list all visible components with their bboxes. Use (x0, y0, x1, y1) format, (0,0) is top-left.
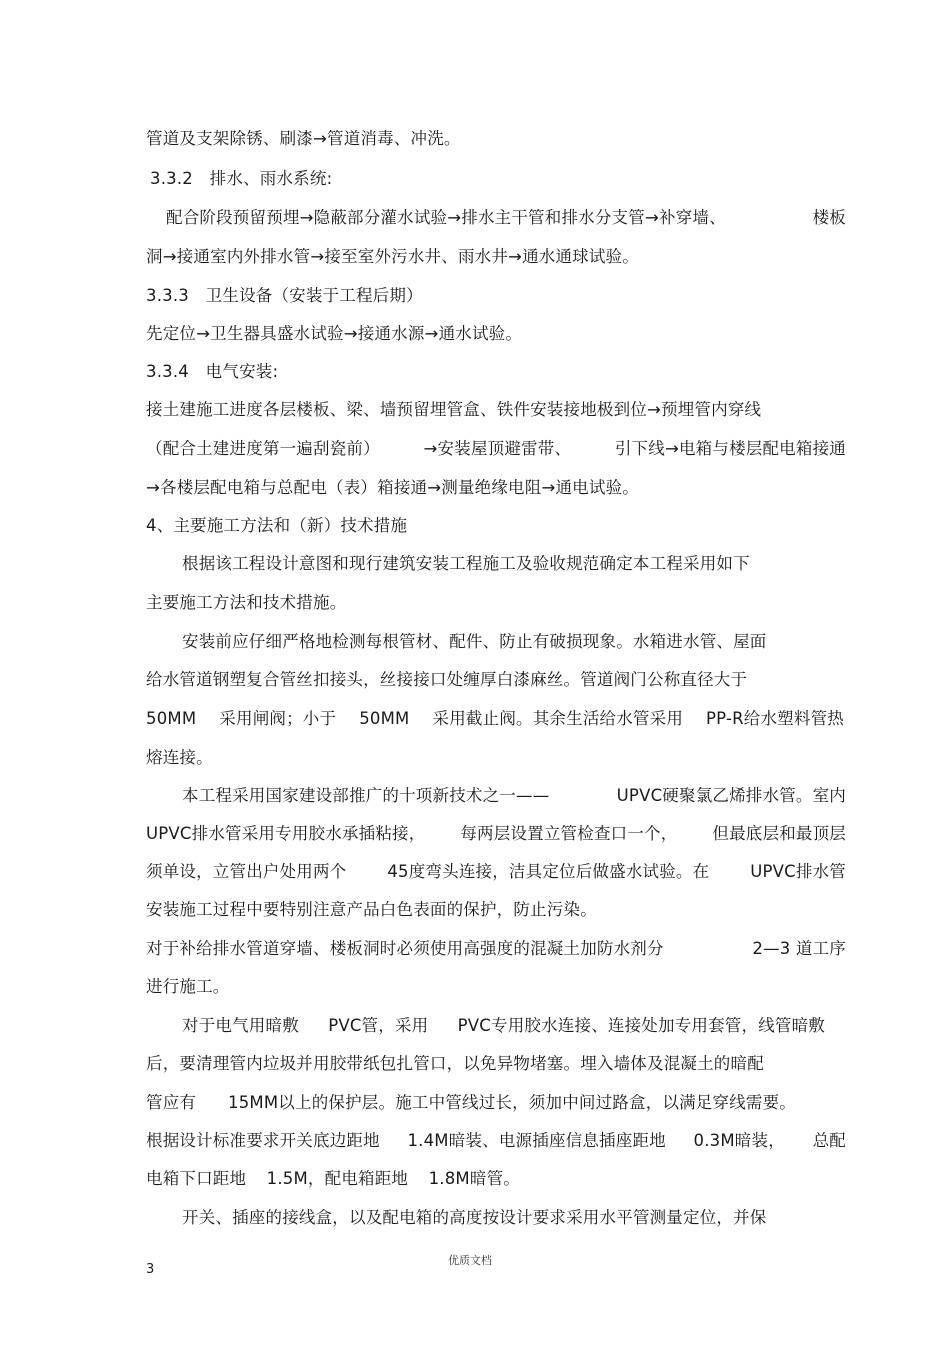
footer-label: 优质文档 (448, 1254, 492, 1267)
para-line: 50MM 采用闸阀；小于 50MM 采用截止阀。其余生活给水管采用 PP-R给水塑料管热 (146, 709, 844, 728)
para-line: →各楼层配电箱与总配电（表）箱接通→测量绝缘电阻→通电试验。 (146, 478, 639, 497)
para-line: 配合阶段预留预埋→隐蔽部分灌水试验→排水主干管和排水分支管→补穿墙、 楼板 (166, 208, 846, 227)
para-line: 根据该工程设计意图和现行建筑安装工程施工及验收规范确定本工程采用如下 (182, 554, 750, 573)
section-heading-4: 4、主要施工方法和（新）技术措施 (146, 516, 408, 535)
para-line: 后，要清理管内垃圾并用胶带纸包扎管口，以免异物堵塞。埋入墙体及混凝土的暗配 (146, 1054, 764, 1073)
para-line: 对于电气用暗敷 PVC管，采用 PVC专用胶水连接、连接处加专用套管，线管暗敷 (182, 1016, 825, 1035)
page-number: 3 (146, 1262, 155, 1277)
para-line: 管应有 15MM以上的保护层。施工中管线过长，须加中间过路盒，以满足穿线需要。 (146, 1093, 796, 1112)
para-line: 先定位→卫生器具盛水试验→接通水源→通水试验。 (146, 324, 523, 343)
section-heading-3-3-4: 3.3.4 电气安装: (146, 362, 279, 381)
para-line: 进行施工。 (146, 977, 230, 996)
para-line: 给水管道钢塑复合管丝扣接头，丝接接口处缠厚白漆麻丝。管道阀门公称直径大于 (146, 670, 748, 689)
para-line: 根据设计标准要求开关底边距地 1.4M暗装、电源插座信息插座距地 0.3M暗装， 总配 (146, 1131, 846, 1150)
para-line: 开关、插座的接线盒，以及配电箱的高度按设计要求采用水平管测量定位，并保 (182, 1208, 767, 1227)
section-heading-3-3-2: 3.3.2 排水、雨水系统: (150, 169, 333, 188)
section-heading-3-3-3: 3.3.3 卫生设备（安装于工程后期） (146, 286, 423, 305)
para-line: 管道及支架除锈、刷漆→管道消毒、冲洗。 (146, 129, 461, 148)
para-line: 洞→接通室内外排水管→接至室外污水井、雨水井→通水通球试验。 (146, 247, 639, 266)
para-line: 安装前应仔细严格地检测每根管材、配件、防止有破损现象。水箱进水管、屋面 (182, 632, 767, 651)
para-line: UPVC排水管采用专用胶水承插粘接， 每两层设置立管检查口一个， 但最底层和最顶层 (146, 824, 846, 843)
para-line: 电箱下口距地 1.5M，配电箱距地 1.8M暗管。 (146, 1169, 520, 1188)
para-line: 熔连接。 (146, 748, 213, 767)
para-line: 主要施工方法和技术措施。 (146, 593, 347, 612)
para-line: 安装施工过程中要特别注意产品白色表面的保护，防止污染。 (146, 900, 597, 919)
para-line: 本工程采用国家建设部推广的十项新技术之一—— UPVC硬聚氯乙烯排水管。室内 (182, 786, 846, 805)
para-line: （配合土建进度第一遍刮瓷前） →安装屋顶避雷带、 引下线→电箱与楼层配电箱接通 (146, 439, 846, 458)
para-line: 接土建施工进度各层楼板、梁、墙预留埋管盒、铁件安装接地极到位→预埋管内穿线 (146, 400, 762, 419)
para-line: 须单设，立管出户处用两个 45度弯头连接，洁具定位后做盛水试验。在 UPVC排水管 (146, 862, 846, 881)
para-line: 对于补给排水管道穿墙、楼板洞时必须使用高强度的混凝土加防水剂分 2—3 道工序 (146, 939, 846, 958)
